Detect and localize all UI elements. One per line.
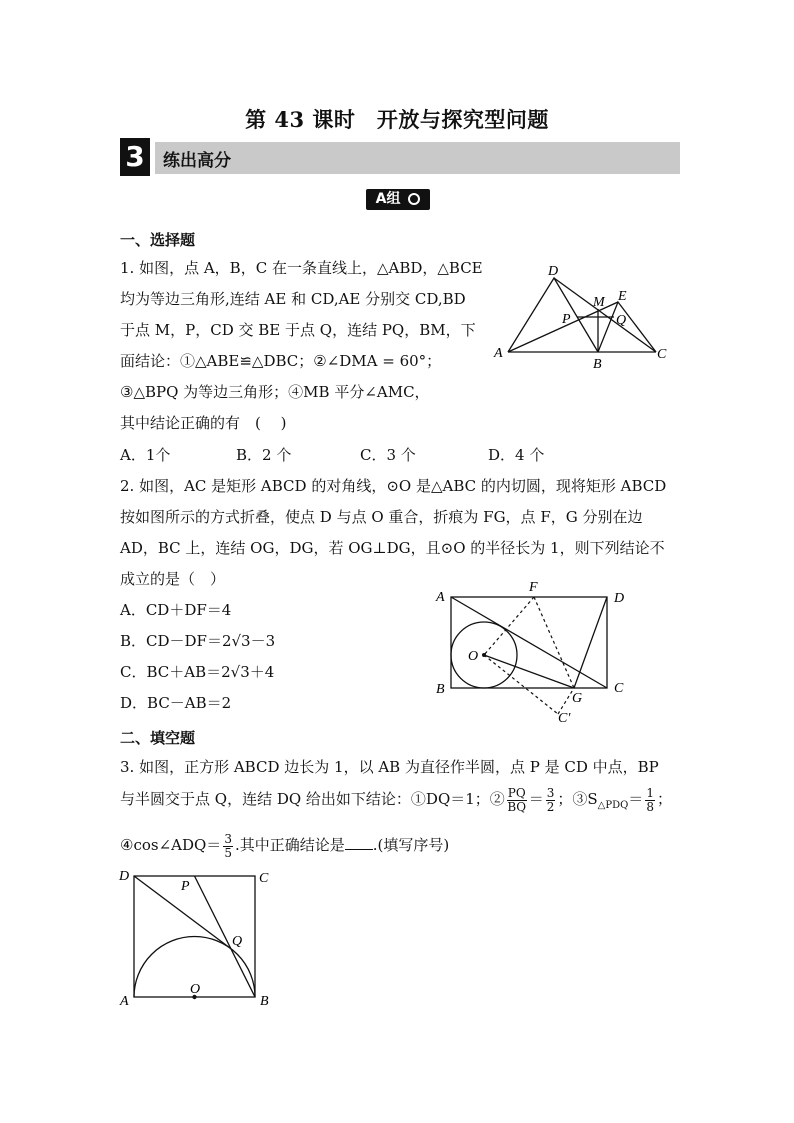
q1-line: 于点 M，P，CD 交 BE 于点 Q，连结 PQ，BM，下 (120, 321, 476, 339)
q1-figure (490, 260, 680, 375)
page-title: 第 43 课时 开放与探究型问题 (245, 107, 549, 132)
q2-option-d: D．BC－AB＝2 (120, 694, 232, 712)
fraction-numerator: PQ (507, 785, 526, 800)
group-badge (366, 189, 430, 210)
label-b: B (593, 357, 602, 372)
fraction-1-8 (645, 787, 655, 814)
section-title: 练出高分 (163, 151, 231, 171)
fold-fo (484, 597, 534, 655)
group-label: A组 (375, 191, 401, 207)
label-c: C (259, 871, 269, 886)
label-f: F (529, 580, 538, 595)
label-o: O (190, 982, 201, 997)
q2-option-c: C．BC＋AB＝2√3＋4 (120, 663, 275, 681)
question-1 (120, 253, 483, 439)
badge-divider (150, 142, 155, 174)
label-q: Q (232, 934, 243, 949)
fold-fg (534, 597, 574, 688)
q3-line-1: 3. 如图，正方形 ABCD 边长为 1，以 AB 为直径作半圆，点 P 是 CD 中点，BP (120, 758, 659, 776)
q3-text: ； (656, 790, 672, 808)
q3-line-3 (120, 830, 449, 861)
q2-line: 成立的是（ ） (120, 570, 226, 588)
label-a: A (494, 346, 503, 361)
label-a: A (436, 590, 445, 605)
answer-blank[interactable] (345, 835, 373, 850)
fraction-denominator: 5 (224, 845, 232, 860)
label-c: C (657, 347, 667, 362)
q3-text: ④cos∠ADQ＝ (120, 836, 222, 854)
fraction-numerator: 3 (224, 831, 232, 846)
q1-line: 均为等边三角形,连结 AE 和 CD,AE 分别交 CD,BD (120, 290, 466, 308)
label-d: D (548, 264, 559, 279)
equals-sign: ＝ (528, 790, 544, 808)
triangle-abd (508, 278, 598, 352)
label-c: C (614, 681, 624, 696)
diagonal-ac (451, 597, 607, 688)
segment-og (484, 655, 574, 688)
q1-line: 其中结论正确的有 ( ) (120, 414, 287, 432)
fraction-numerator: 3 (546, 785, 555, 800)
equals-sign: ＝ (628, 790, 644, 808)
label-q: Q (616, 313, 627, 328)
fold-oc (484, 655, 558, 714)
q1-line: 1. 如图，点 A，B，C 在一条直线上，△ABD，△BCE (120, 259, 483, 277)
fraction-pq-bq (507, 787, 527, 814)
q2-line: AD，BC 上，连结 OG，DG，若 OG⊥DG，且⊙O 的半径长为 1，则下列结论不 (120, 539, 665, 557)
q2-option-b: B．CD－DF＝2√3－3 (120, 632, 276, 650)
q3-line-2 (120, 784, 672, 821)
fraction-denominator: BQ (507, 799, 527, 814)
q1-line: 面结论：①△ABE≌△DBC；②∠DMA = 60°； (120, 352, 442, 370)
label-g: G (572, 691, 583, 706)
q1-option-a: A．1个 (120, 446, 171, 464)
q1-line: ③△BPQ 为等边三角形；④MB 平分∠AMC， (120, 383, 430, 401)
part1-heading: 一、选择题 (120, 231, 196, 249)
label-o: O (468, 649, 479, 664)
q1-option-c: C．3 个 (360, 446, 416, 464)
label-b: B (436, 682, 445, 697)
fraction-3-2 (546, 787, 556, 814)
label-m: M (593, 295, 605, 310)
q3-figure (115, 862, 285, 1012)
fraction-numerator: 1 (646, 785, 654, 800)
q1-option-d: D．4 个 (488, 446, 545, 464)
q3-text: ；③S (557, 790, 598, 808)
refresh-icon (408, 193, 420, 205)
fraction-denominator: 2 (546, 799, 555, 814)
label-p: P (181, 879, 190, 894)
label-c-prime: C′ (558, 711, 571, 726)
label-d: D (614, 591, 625, 606)
label-a: A (120, 994, 129, 1009)
q2-line: 按如图所示的方式折叠，使点 D 与点 O 重合，折痕为 FG，点 F，G 分别在边 (120, 508, 643, 526)
label-d: D (119, 869, 130, 884)
section-badge: 3 (120, 138, 150, 176)
q3-text: .(填写序号) (372, 836, 450, 854)
q1-option-b: B．2 个 (236, 446, 292, 464)
label-e: E (618, 289, 627, 304)
segment-dg (574, 597, 607, 688)
label-p: P (562, 312, 571, 327)
q2-option-a: A．CD＋DF＝4 (120, 601, 232, 619)
label-b: B (260, 994, 269, 1009)
q2-line: 2. 如图，AC 是矩形 ABCD 的对角线，⊙O 是△ABC 的内切圆，现将矩形 ABCD (120, 477, 667, 495)
part2-heading: 二、填空题 (120, 729, 196, 747)
fraction-denominator: 8 (646, 799, 654, 814)
q2-figure (430, 576, 630, 726)
fraction-3-5 (223, 833, 233, 860)
q3-text: 与半圆交于点 Q，连结 DQ 给出如下结论：①DQ＝1；② (120, 790, 505, 808)
center-o (482, 653, 486, 657)
triangle-bce (598, 302, 656, 352)
area-subscript: △PDQ (597, 800, 629, 811)
q3-text: .其中正确结论是 (234, 836, 345, 854)
